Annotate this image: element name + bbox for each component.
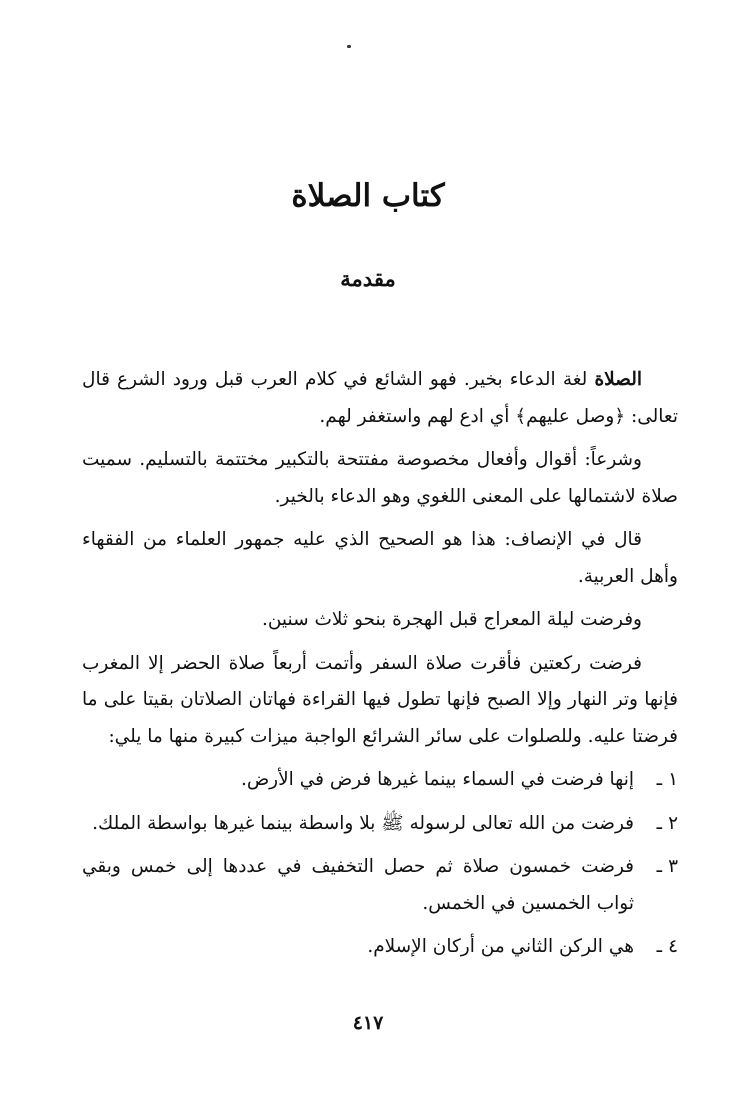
- paragraph-rakats: فرضت ركعتين فأقرت صلاة السفر وأتمت أربعاً صلاة الحضر إلا المغرب فإنها وتر النهار وإلا الصبح فإنها تطول فيها القراءة فهاتان الصلاتان بقيتا على ما فرضتا عليه. وللصلوات على سائر الشرائع الواجبة ميزات كبيرة منها ما يلي:: [82, 652, 678, 747]
- list-item-number: ٣: [668, 856, 678, 877]
- list-item: [82, 762, 678, 799]
- chapter-title: كتاب الصلاة: [291, 178, 445, 214]
- list-item-number: ٢: [668, 812, 678, 834]
- list-item-number: ٤: [668, 936, 678, 957]
- defined-term: الصلاة: [594, 369, 642, 390]
- paragraph-definition-language: [82, 362, 678, 435]
- list-item-dash: ـ: [656, 769, 662, 790]
- list-item: [82, 806, 678, 843]
- page-mark: [347, 45, 351, 48]
- paragraph-definition-sharia: وشرعاً: أقوال وأفعال مخصوصة مفتتحة بالتكبير مختتمة بالتسليم. سميت صلاة لاشتمالها على المعنى اللغوي وهو الدعاء بالخير.: [82, 449, 678, 507]
- page-body: [82, 362, 678, 966]
- paragraph-insaf-quote: قال في الإنصاف: هذا هو الصحيح الذي عليه جمهور العلماء من الفقهاء وأهل العربية.: [82, 529, 678, 587]
- list-item-dash: ـ: [656, 936, 662, 957]
- list-item-dash: ـ: [656, 856, 662, 877]
- page-number: ٤١٧: [352, 1012, 384, 1034]
- paragraph-miraj: وفرضت ليلة المعراج قبل الهجرة بنحو ثلاث سنين.: [261, 609, 642, 630]
- list-item-text: فرضت خمسون صلاة ثم حصل التخفيف في عددها إلى خمس وبقي ثواب الخمسين في الخمس.: [82, 856, 634, 914]
- paragraph-text: لغة الدعاء بخير. فهو الشائع في كلام العرب قبل ورود الشرع قال تعالى: ﴿وصل عليهم﴾ أي ادع لهم واستغفر لهم.: [82, 369, 678, 427]
- list-item: [82, 929, 678, 966]
- list-item-text: هي الركن الثاني من أركان الإسلام.: [367, 936, 634, 957]
- list-item-text: فرضت من الله تعالى لرسوله ﷺ بلا واسطة بينما غيرها بواسطة الملك.: [92, 812, 634, 834]
- list-item-text: إنها فرضت في السماء بينما غيرها فرض في الأرض.: [240, 769, 634, 790]
- list-item: [82, 849, 678, 922]
- section-title: مقدمة: [340, 266, 396, 291]
- list-item-dash: ـ: [656, 812, 662, 834]
- list-item-number: ١: [668, 769, 678, 790]
